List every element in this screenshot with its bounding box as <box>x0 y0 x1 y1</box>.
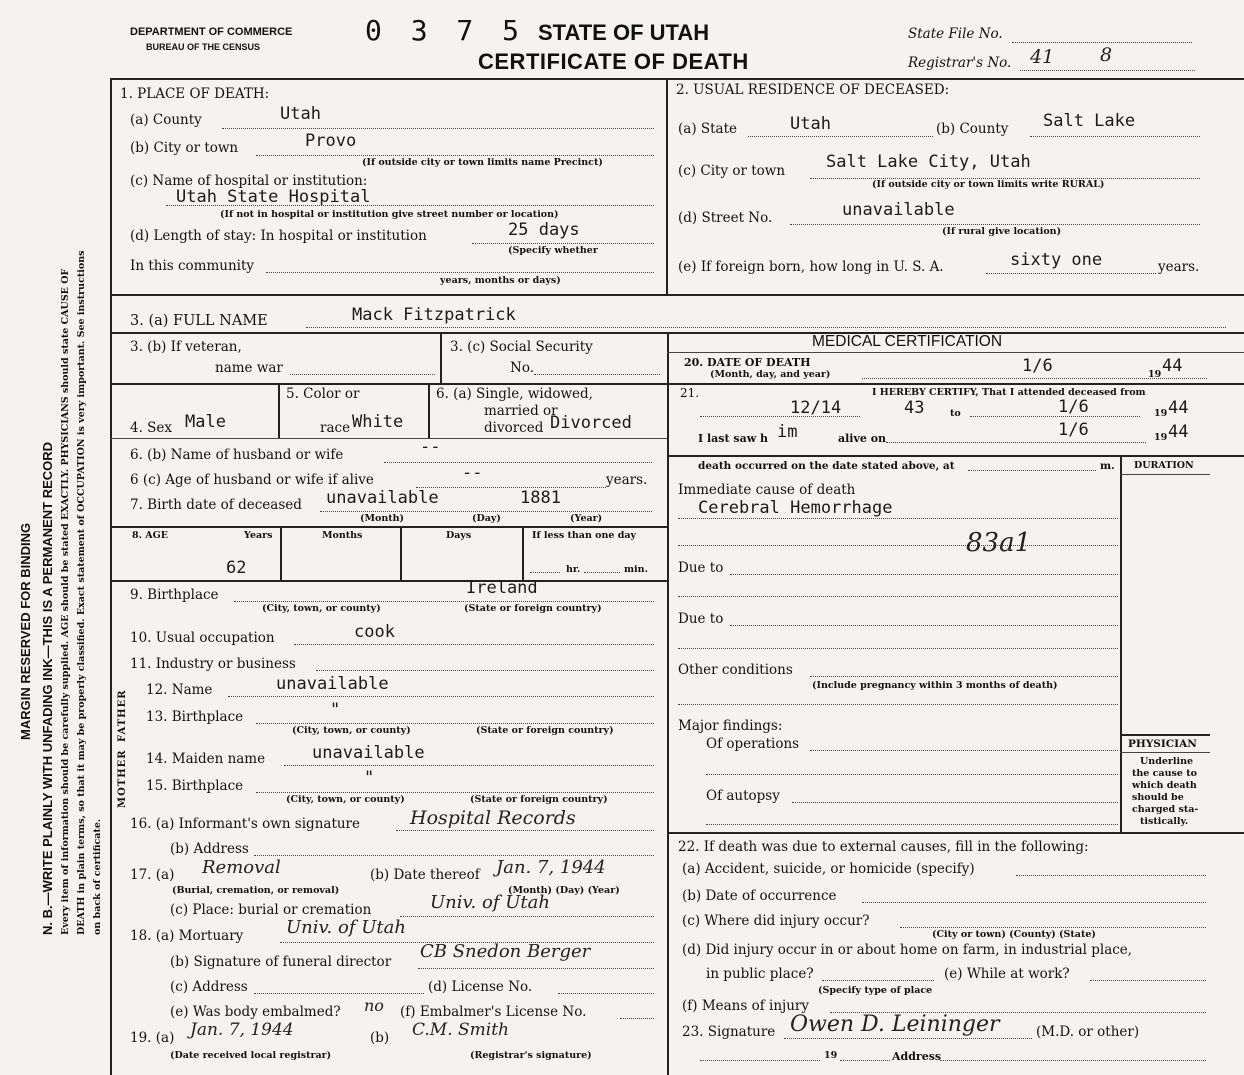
other-conditions-note: (Include pregnancy within 3 months of death) <box>812 680 1058 691</box>
margin-instructions-3: on back of certificate. <box>92 818 103 935</box>
s21-certify-text: I HEREBY CERTIFY, That I attended deceased from <box>872 387 1146 398</box>
s9-birthplace-label: 9. Birthplace <box>130 587 219 603</box>
s21-label: 21. <box>680 386 700 400</box>
physician-label: PHYSICIAN <box>1128 738 1197 750</box>
s18-embalmer-label: (f) Embalmer's License No. <box>400 1004 587 1020</box>
s6-marital-value: Divorced <box>550 413 632 433</box>
s1-hospital-label: (c) Name of hospital or institution: <box>130 173 368 189</box>
s6-marital-label: 6. (a) Single, widowed, <box>436 386 593 402</box>
s2-street-label: (d) Street No. <box>678 210 773 226</box>
s16-informant-label: 16. (a) Informant's own signature <box>130 816 361 832</box>
s21-to-date: 1/6 <box>1058 397 1089 417</box>
s22-e-label: (e) While at work? <box>944 966 1070 982</box>
s15-note-1: (City, town, or county) <box>286 794 405 805</box>
s3-ss-label: 3. (c) Social Security <box>450 339 593 355</box>
dod-note: (Month, day, and year) <box>710 369 831 380</box>
s14-mother-name-label: 14. Maiden name <box>146 751 266 767</box>
s18-mortuary-label: 18. (a) Mortuary <box>130 928 244 944</box>
s1-community-note: years, months or days) <box>440 275 561 286</box>
margin-permanent-record: N. B.—WRITE PLAINLY WITH UNFADING INK—THIS IS A PERMANENT RECORD <box>40 441 55 935</box>
s3-veteran-label: 3. (b) If veteran, <box>130 339 242 355</box>
s18-director-label: (b) Signature of funeral director <box>170 954 392 970</box>
margin-instructions-1: Every item of information should be carefully supplied. AGE should be stated EXACTLY. PHYSICIANS should state CAUSE OF <box>60 268 71 935</box>
dept-label: DEPARTMENT OF COMMERCE <box>130 26 293 38</box>
registrar-number: 41 <box>1030 46 1055 68</box>
s2-foreign-value: sixty one <box>1010 250 1103 270</box>
due-to-1-label: Due to <box>678 560 724 576</box>
s12-father-name-label: 12. Name <box>146 682 213 698</box>
s3-veteran-label-2: name war <box>215 360 283 376</box>
s22-d-label: (d) Did injury occur in or about home on farm, in industrial place, <box>682 942 1133 958</box>
s18-embalmed-label: (e) Was body embalmed? <box>170 1004 341 1020</box>
s9-note-1: (City, town, or county) <box>262 603 381 614</box>
s18-embalmed-value: no <box>364 996 384 1015</box>
s10-occupation-value: cook <box>354 622 395 642</box>
s6-marital-label-2: married or <box>484 403 558 419</box>
s13-father-birth-value: " <box>330 700 341 720</box>
s23-address-label: Address <box>892 1050 942 1063</box>
s2-state-value: Utah <box>790 114 831 134</box>
s7-birth-label: 7. Birth date of deceased <box>130 497 302 513</box>
s8-less-label: If less than one day <box>532 530 637 541</box>
registrar-number-2: 8 <box>1100 44 1113 66</box>
s1-community-label: In this community <box>130 258 255 274</box>
dod-label: 20. DATE OF DEATH <box>684 356 811 369</box>
s16-address-label: (b) Address <box>170 841 249 857</box>
s17-place-value: Univ. of Utah <box>430 892 550 913</box>
s5-color-label: 5. Color or <box>286 386 360 402</box>
s6-marital-label-3: divorced <box>484 420 544 436</box>
s9-birthplace-value: Ireland <box>466 578 538 598</box>
s10-occupation-label: 10. Usual occupation <box>130 630 275 646</box>
of-operations-label: Of operations <box>706 736 800 752</box>
s6-spouse-age-label: 6 (c) Age of husband or wife if alive <box>130 472 374 488</box>
s11-industry-label: 11. Industry or business <box>130 656 296 672</box>
s15-mother-birth-value: " <box>364 768 375 788</box>
physician-note-4: should be <box>1132 792 1184 803</box>
father-label: FATHER <box>117 689 128 742</box>
s21-to-year: 44 <box>1168 398 1189 418</box>
s17-date-value: Jan. 7, 1944 <box>496 857 606 878</box>
s1-hospital-note: (If not in hospital or institution give street number or location) <box>220 209 559 220</box>
s7-note-day: (Day) <box>472 513 501 524</box>
physician-note-6: tistically. <box>1140 816 1189 827</box>
s7-birth-month: unavailable <box>326 488 439 508</box>
s17-burial-value: Removal <box>202 857 281 878</box>
s23-md-label: (M.D. or other) <box>1036 1024 1140 1040</box>
s2-county-label: (b) County <box>936 121 1009 137</box>
s8-age-label: 8. AGE <box>132 530 168 541</box>
dod-year: 44 <box>1162 356 1183 376</box>
s18-license-label: (d) License No. <box>428 979 533 995</box>
s2-city-value: Salt Lake City, Utah <box>826 152 1031 172</box>
s8-years-label: Years <box>244 530 273 541</box>
s1-stay-label: (d) Length of stay: In hospital or institution <box>130 228 427 244</box>
s19-registrar-signature: C.M. Smith <box>412 1020 510 1040</box>
s22-f-label: (f) Means of injury <box>682 998 809 1014</box>
s15-mother-birth-label: 15. Birthplace <box>146 778 244 794</box>
physician-note-1: Underline <box>1140 756 1194 767</box>
major-findings-label: Major findings: <box>678 718 783 734</box>
physician-note-3: which death <box>1132 780 1197 791</box>
s1-city-label: (b) City or town <box>130 140 239 156</box>
s2-foreign-label: (e) If foreign born, how long in U. S. A. <box>678 259 944 275</box>
s23-signature: Owen D. Leininger <box>790 1012 1000 1037</box>
registrar-label: Registrar's No. <box>908 55 1012 71</box>
s19-received-value: Jan. 7, 1944 <box>190 1020 294 1040</box>
s21-last-seen: 1/6 <box>1058 420 1089 440</box>
s2-city-label: (c) City or town <box>678 163 786 179</box>
dod-value: 1/6 <box>1022 356 1053 376</box>
medical-title: MEDICAL CERTIFICATION <box>812 333 1003 350</box>
s18-director-signature: CB Snedon Berger <box>420 941 591 962</box>
s17-burial-label: 17. (a) <box>130 867 175 883</box>
s18-address-label: (c) Address <box>170 979 248 995</box>
s21-year-prefix-2: 19 <box>1154 432 1168 443</box>
s2-county-value: Salt Lake <box>1043 111 1136 131</box>
s21-from-year: 43 <box>904 398 925 418</box>
s1-stay-note: (Specify whether <box>508 245 598 256</box>
s17-date-label: (b) Date thereof <box>370 867 480 883</box>
s17-date-note: (Month) (Day) (Year) <box>508 885 620 896</box>
s2-street-note: (If rural give location) <box>942 226 1062 237</box>
s3-name-label: 3. (a) FULL NAME <box>130 313 268 329</box>
mother-label: MOTHER <box>117 749 128 808</box>
s13-note-2: (State or foreign country) <box>476 725 614 736</box>
s13-note-1: (City, town, or county) <box>292 725 411 736</box>
s22-d-label-2: in public place? <box>706 966 814 982</box>
s19-received-label: 19. (a) <box>130 1030 175 1046</box>
s14-mother-name-value: unavailable <box>312 743 425 763</box>
cause-code: 83a1 <box>966 528 1032 558</box>
s21-last-seen-year: 44 <box>1168 422 1189 442</box>
immediate-cause-value: Cerebral Hemorrhage <box>698 498 893 518</box>
s3-name-value: Mack Fitzpatrick <box>352 305 516 325</box>
s2-street-value: unavailable <box>842 200 955 220</box>
s5-race-label: race <box>320 420 351 436</box>
s6-spouse-age-suffix: years. <box>606 472 648 488</box>
physician-note-2: the cause to <box>1132 768 1197 779</box>
s7-note-year: (Year) <box>570 513 603 524</box>
bureau-label: BUREAU OF THE CENSUS <box>146 42 261 52</box>
s8-min-label: min. <box>624 564 648 575</box>
s22-c-label: (c) Where did injury occur? <box>682 913 870 929</box>
s8-hr-label: hr. <box>566 564 581 575</box>
due-to-2-label: Due to <box>678 611 724 627</box>
s5-race-value: White <box>352 412 404 432</box>
s23-signature-label: 23. Signature <box>682 1024 776 1040</box>
s6-spouse-label: 6. (b) Name of husband or wife <box>130 447 344 463</box>
duration-label: DURATION <box>1134 460 1194 471</box>
s1-title: 1. PLACE OF DEATH: <box>120 86 270 102</box>
s22-b-label: (b) Date of occurrence <box>682 888 837 904</box>
s21-year-prefix: 19 <box>1154 408 1168 419</box>
s21-from-date: 12/14 <box>790 398 842 418</box>
s1-hospital-value: Utah State Hospital <box>176 187 371 207</box>
s13-father-birth-label: 13. Birthplace <box>146 709 244 725</box>
s19-registrar-sig-label: (b) <box>370 1030 390 1046</box>
s1-county-value: Utah <box>280 104 321 124</box>
s4-sex-value: Male <box>185 412 226 432</box>
s19-registrar-sig-note: (Registrar's signature) <box>470 1050 592 1061</box>
other-conditions-label: Other conditions <box>678 662 793 678</box>
s7-note-month: (Month) <box>360 513 405 524</box>
s17-burial-note: (Burial, cremation, or removal) <box>172 885 340 896</box>
s21-alive-label: alive on <box>838 432 887 445</box>
s22-a-label: (a) Accident, suicide, or homicide (specify) <box>682 861 975 877</box>
s18-mortuary-value: Univ. of Utah <box>286 917 406 938</box>
of-autopsy-label: Of autopsy <box>706 788 780 804</box>
s21-saw-label: I last saw h <box>698 432 769 445</box>
s1-stay-value: 25 days <box>508 220 580 240</box>
s16-informant-signature: Hospital Records <box>410 807 576 829</box>
s6-spouse-value: -- <box>420 437 441 457</box>
s2-state-label: (a) State <box>678 121 738 137</box>
s8-months-label: Months <box>322 530 363 541</box>
s8-age-years-value: 62 <box>226 558 247 578</box>
physician-note-5: charged sta- <box>1132 804 1199 815</box>
occurred-m-label: m. <box>1100 460 1115 472</box>
s7-birth-year: 1881 <box>520 488 561 508</box>
s3-ss-label-2: No. <box>510 360 534 376</box>
s2-title: 2. USUAL RESIDENCE OF DECEASED: <box>676 82 950 98</box>
stamp-number: 0 3 7 5 <box>365 14 526 47</box>
s22-c-note: (City or town) (County) (State) <box>932 929 1096 940</box>
s4-sex-label: 4. Sex <box>130 420 173 436</box>
s22-title: 22. If death was due to external causes, fill in the following: <box>678 839 1089 855</box>
margin-binding-text: MARGIN RESERVED FOR BINDING <box>18 522 33 740</box>
state-title: STATE OF UTAH <box>538 20 710 45</box>
s12-father-name-value: unavailable <box>276 674 389 694</box>
occurred-label: death occurred on the date stated above, at <box>698 460 955 472</box>
dod-year-prefix: 19 <box>1148 369 1162 380</box>
s1-city-note: (If outside city or town limits name Precinct) <box>362 157 603 168</box>
state-file-label: State File No. <box>908 26 1003 42</box>
s2-foreign-suffix: years. <box>1158 259 1200 275</box>
s22-d-note: (Specify type of place <box>818 985 933 996</box>
s6-spouse-age-value: -- <box>462 463 483 483</box>
immediate-cause-label: Immediate cause of death <box>678 482 856 498</box>
certificate-title: CERTIFICATE OF DEATH <box>478 49 749 74</box>
s17-place-label: (c) Place: burial or cremation <box>170 902 372 918</box>
s8-days-label: Days <box>446 530 472 541</box>
s21-to-label: to <box>950 408 961 419</box>
s15-note-2: (State or foreign country) <box>470 794 608 805</box>
s23-date-prefix: 19 <box>824 1050 838 1061</box>
s1-county-label: (a) County <box>130 112 202 128</box>
margin-instructions-2: DEATH in plain terms, so that it may be properly classified. Exact statement of OCCUPATION is very important. See instructions <box>76 250 87 935</box>
s9-note-2: (State or foreign country) <box>464 603 602 614</box>
s2-city-note: (If outside city or town limits write RURAL) <box>872 179 1105 190</box>
s21-saw-him: im <box>777 422 798 442</box>
s19-received-note: (Date received local registrar) <box>170 1050 332 1061</box>
s1-city-value: Provo <box>305 131 357 151</box>
